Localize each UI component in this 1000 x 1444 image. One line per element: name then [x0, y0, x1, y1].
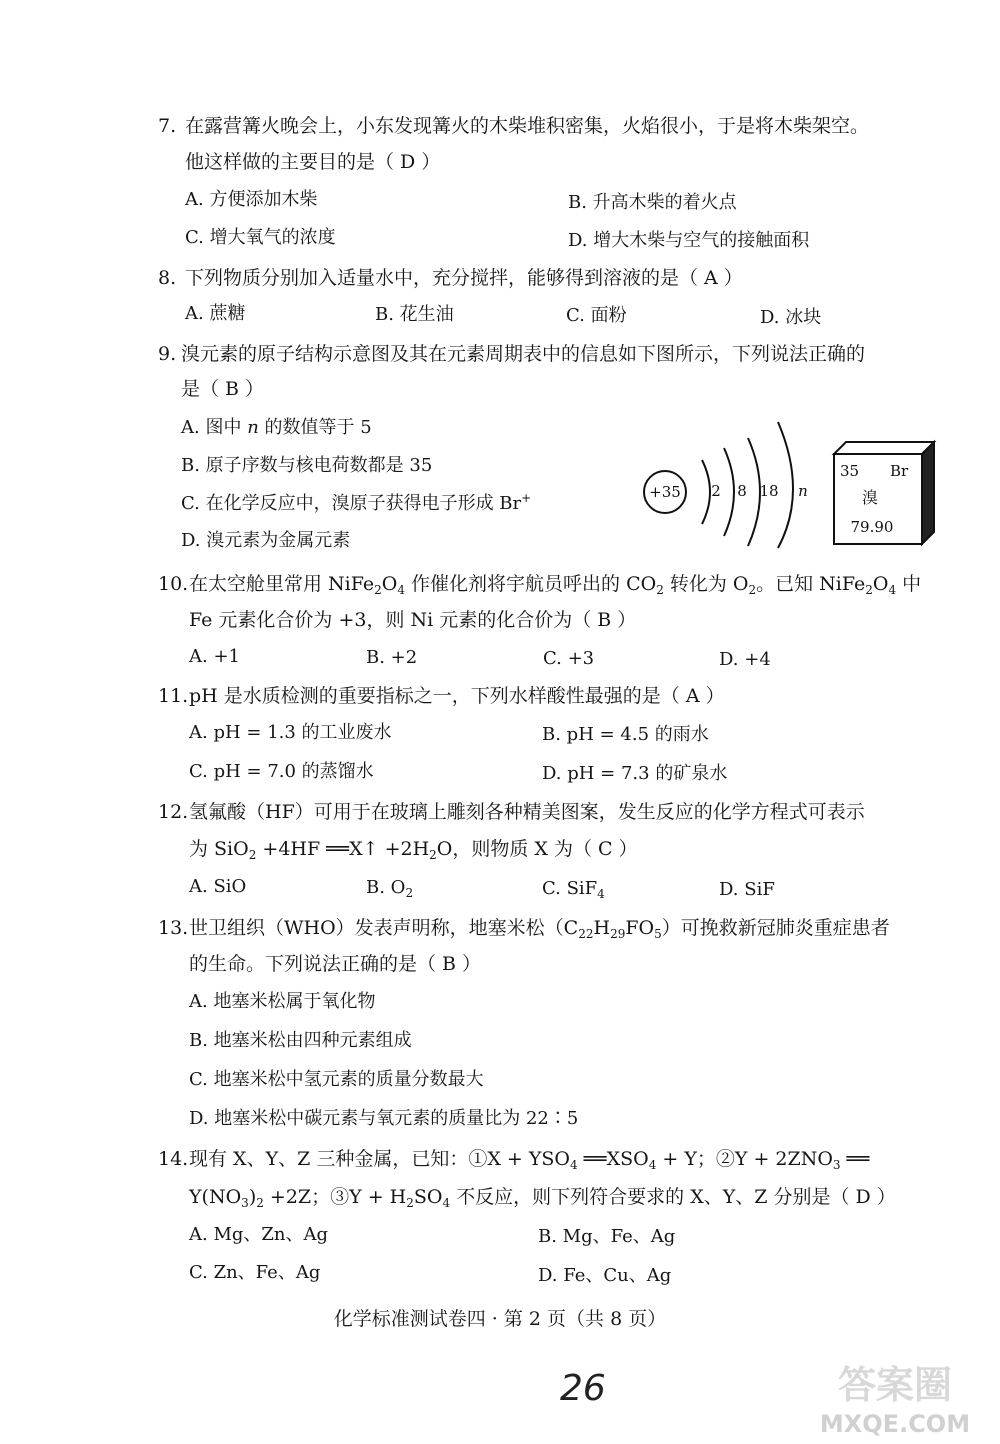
q14-option-a: A. Mg、Zn、Ag	[189, 1224, 329, 1245]
watermark-logo-text: 答案圈	[837, 1363, 953, 1407]
cell-side-face	[922, 442, 934, 544]
q10-option-b: B. +2	[366, 647, 418, 668]
q12-option-d: D. SiF	[719, 879, 775, 900]
q9-option-b: B. 原子序数与核电荷数都是 35	[181, 455, 433, 476]
handwritten-page-number: 26	[560, 1368, 606, 1409]
q12-option-b: B. $O_2$	[366, 877, 414, 900]
q8-option-d: D. 冰块	[760, 307, 822, 328]
q14-stem-line1: 现有 X、Y、Z 三种金属，已知：①X + $YSO_4$ $══XSO_4 + Y$；②Y + $2ZNO_3$ ══	[189, 1148, 870, 1172]
q10-option-d: D. +4	[719, 649, 771, 670]
shell-2-electrons: 8	[737, 482, 747, 500]
q9-variable-n: n	[247, 417, 259, 438]
q13-option-a: A. 地塞米松属于氧化物	[189, 991, 376, 1012]
q7-number: 7.	[158, 115, 177, 137]
q9-number: 9.	[158, 343, 177, 365]
q9-option-d: D. 溴元素为金属元素	[181, 530, 351, 551]
nucleus-charge: +35	[649, 483, 681, 501]
q11-option-d: D. pH = 7.3 的矿泉水	[542, 763, 728, 784]
q12-number: 12.	[158, 801, 189, 823]
q11-stem: pH 是水质检测的重要指标之一，下列水样酸性最强的是（ A ）	[189, 685, 725, 707]
page-footer: 化学标准测试卷四 · 第 2 页（共 8 页）	[333, 1308, 667, 1330]
shell-arc-3	[748, 438, 760, 546]
q14-option-d: D. Fe、Cu、Ag	[538, 1265, 672, 1286]
q10-option-a: A. +1	[189, 646, 240, 667]
shell-4-electrons: n	[798, 482, 808, 500]
atomic-number: 35	[840, 462, 860, 480]
q8-number: 8.	[158, 267, 177, 289]
q7-stem-line2: 他这样做的主要目的是（ D ）	[185, 151, 441, 173]
q14-number: 14.	[158, 1148, 189, 1170]
q11-option-c: C. pH = 7.0 的蒸馏水	[189, 761, 374, 782]
shell-arc-4	[778, 422, 793, 548]
element-name: 溴	[861, 488, 879, 507]
q10-stem-line2: Fe 元素化合价为 +3，则 Ni 元素的化合价为（ B ）	[189, 609, 637, 631]
q13-option-b: B. 地塞米松由四种元素组成	[189, 1030, 412, 1051]
shell-1-electrons: 2	[711, 482, 721, 500]
cell-top-face	[834, 442, 934, 454]
q12-stem-line2: 为 SiO$_2$ +4HF ══X↑ $+2H_2O$，则物质 X 为（ C ）	[189, 838, 638, 862]
q11-number: 11.	[158, 685, 189, 707]
q13-option-d: D. 地塞米松中碳元素与氧元素的质量比为 22∶5	[189, 1108, 579, 1129]
element-symbol: Br	[890, 462, 909, 480]
q11-option-b: B. pH = 4.5 的雨水	[542, 724, 709, 745]
q7-option-d: D. 增大木柴与空气的接触面积	[568, 230, 810, 251]
shell-3-electrons: 18	[759, 482, 779, 500]
q13-option-c: C. 地塞米松中氢元素的质量分数最大	[189, 1069, 484, 1090]
q14-option-b: B. Mg、Fe、Ag	[538, 1226, 676, 1247]
q7-stem-line1: 在露营篝火晚会上，小东发现篝火的木柴堆积密集，火焰很小，于是将木柴架空。	[185, 115, 870, 137]
q9-option-c: C. 在化学反应中，溴原子获得电子形成 Br+	[181, 491, 532, 514]
q13-stem-line1: 世卫组织（WHO）发表声明称，地塞米松$(C_{22}H_{29}FO_5)$可挽救新冠肺炎重症患者	[189, 917, 890, 941]
q7-option-a: A. 方便添加木柴	[185, 189, 318, 210]
q10-number: 10.	[158, 573, 189, 595]
shell-arc-1	[702, 460, 710, 524]
q8-stem: 下列物质分别加入适量水中，充分搅拌，能够得到溶液的是（ A ）	[185, 267, 743, 289]
q8-option-a: A. 蔗糖	[185, 303, 246, 324]
q10-option-c: C. +3	[543, 648, 595, 669]
watermark-logo	[800, 1358, 990, 1440]
q14-stem-line2: $Y(NO_3)_2 +2Z$；③Y + $H_2SO_4$ 不反应，则下列符合要求的 X、Y、Z 分别是（ D ）	[189, 1186, 896, 1210]
q12-stem-line1: 氢氟酸（HF）可用于在玻璃上雕刻各种精美图案，发生反应的化学方程式可表示	[189, 801, 865, 823]
watermark-url: MXQE.COM	[819, 1410, 971, 1438]
bromine-atom-figure	[640, 420, 940, 550]
atomic-mass: 79.90	[850, 518, 894, 536]
q12-option-a: A. SiO	[189, 876, 247, 897]
q9-option-a: A. 图中 n 的数值等于 5	[181, 417, 372, 438]
q7-option-c: C. 增大氧气的浓度	[185, 227, 336, 248]
q10-stem-line1: 在太空舱里常用 $NiFe_2O_4$ 作催化剂将宇航员呼出的 $CO_2$ 转化为 $O_2$。已知 $NiFe_2O_4$ 中	[189, 573, 922, 597]
q13-stem-line2: 的生命。下列说法正确的是（ B ）	[189, 953, 482, 975]
q8-option-b: B. 花生油	[375, 304, 454, 325]
q9-stem-line1: 溴元素的原子结构示意图及其在元素周期表中的信息如下图所示，下列说法正确的	[181, 343, 866, 365]
q11-option-a: A. pH = 1.3 的工业废水	[189, 722, 392, 743]
q14-option-c: C. Zn、Fe、Ag	[189, 1262, 321, 1283]
q12-option-c: C. SiF$_4$	[542, 878, 605, 901]
shell-arc-2	[724, 448, 734, 536]
q9-stem-line2: 是（ B ）	[181, 378, 265, 400]
q7-option-b: B. 升高木柴的着火点	[568, 192, 737, 213]
q8-option-c: C. 面粉	[566, 305, 627, 326]
q13-number: 13.	[158, 917, 189, 939]
